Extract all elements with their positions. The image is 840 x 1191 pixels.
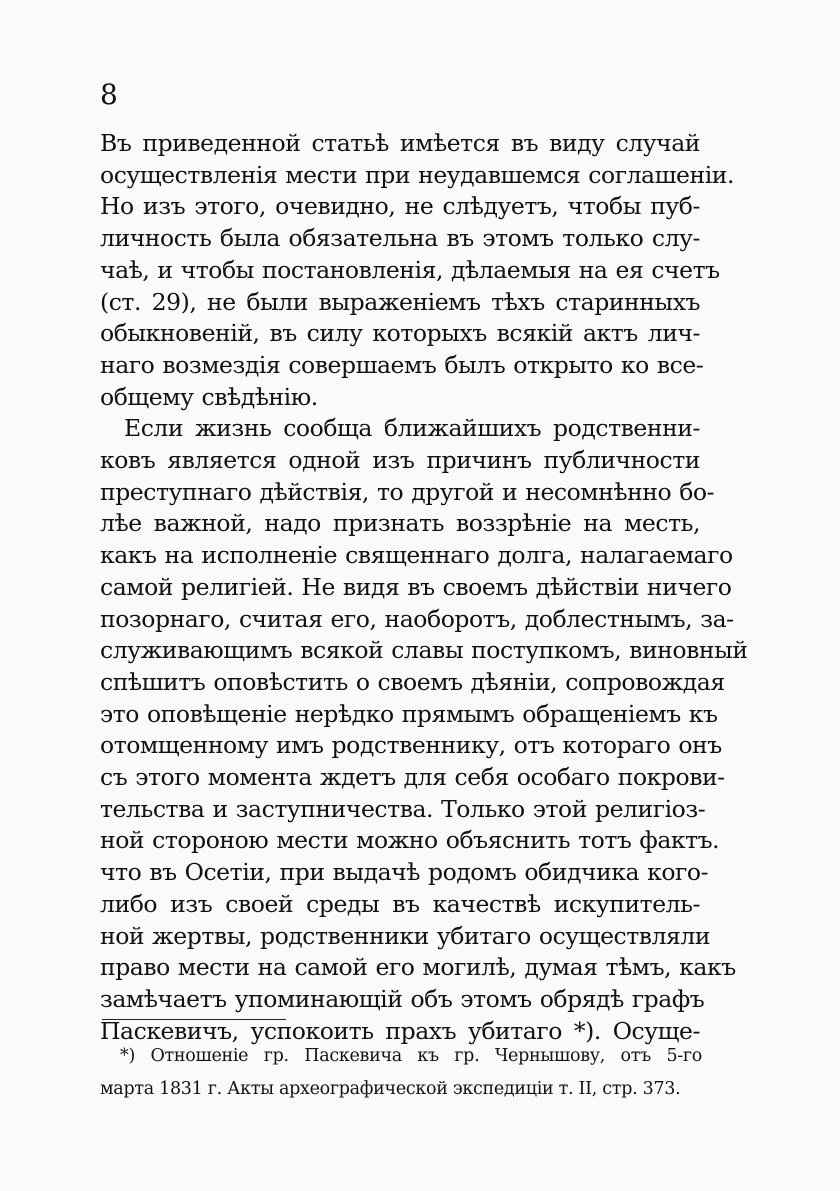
- body-line: общему свѣдѣнію.: [100, 382, 318, 411]
- body-line: либо изъ своей среды въ качествѣ искупитель-: [100, 889, 700, 918]
- body-line: осуществленія мести при неудавшемся соглашеніи.: [100, 160, 734, 189]
- body-line: ной жертвы, родственники убитаго осуществляли: [100, 921, 711, 950]
- body-line: это оповѣщеніе нерѣдко прямымъ обращеніемъ къ: [100, 699, 718, 728]
- body-line: служивающимъ всякой славы поступкомъ, виновный: [100, 636, 748, 665]
- footnote-line: *) Отношеніе гр. Паскевича къ гр. Чернышову, отъ 5-го: [120, 1046, 702, 1066]
- body-line: съ этого момента ждетъ для себя особаго покрови-: [100, 763, 725, 792]
- body-line: самой религіей. Не видя въ своемъ дѣйствіи ничего: [100, 572, 732, 601]
- body-line: Въ приведенной статьѣ имѣется въ виду случай: [100, 129, 700, 157]
- body-line: ной стороною мести можно объяснить тотъ фактъ.: [100, 826, 720, 855]
- body-line: что въ Осетіи, при выдачѣ родомъ обидчика кого-: [100, 858, 709, 887]
- body-line: личность была обязательна въ этомъ только слу-: [100, 224, 700, 253]
- body-line: отомщенному имъ родственнику, отъ котораго онъ: [100, 731, 722, 760]
- footnote: [100, 1040, 702, 1106]
- footnote-line: марта 1831 г. Акты археографической экспедиціи т. II, стр. 373.: [100, 1079, 681, 1099]
- footnote-divider: [102, 1019, 286, 1020]
- body-line: Но изъ этого, очевидно, не слѣдуетъ, чтобы пуб-: [100, 192, 700, 221]
- body-line: лѣе важной, надо признать воззрѣніе на месть,: [100, 509, 700, 538]
- body-line: обыкновеній, въ силу которыхъ всякій актъ лич-: [100, 319, 700, 348]
- body-line: замѣчаетъ упоминающій объ этомъ обрядѣ графъ: [100, 984, 705, 1013]
- body-line: преступнаго дѣйствія, то другой и несомнѣнно бо-: [100, 477, 715, 506]
- body-line: ковъ является одной изъ причинъ публичности: [100, 446, 700, 475]
- paragraph-start-line: Если жизнь сообща ближайшихъ родственни-: [124, 414, 700, 443]
- body-line: право мести на самой его могилѣ, думая тѣмъ, какъ: [100, 953, 736, 982]
- page-number: 8: [100, 78, 118, 111]
- body-line: позорнаго, считая его, наоборотъ, доблестнымъ, за-: [100, 604, 734, 633]
- body-line: тельства и заступничества. Только этой религіоз-: [100, 794, 706, 823]
- body-line: чаѣ, и чтобы постановленія, дѣлаемыя на ея счетъ: [100, 255, 720, 284]
- body-line: какъ на исполненіе священнаго долга, налагаемаго: [100, 541, 733, 570]
- body-line: наго возмездія совершаемъ былъ открыто ко все-: [100, 350, 704, 379]
- body-line: Паскевичъ, успокоить прахъ убитаго *). Осуще-: [100, 1016, 700, 1045]
- body-line: (ст. 29), не были выраженіемъ тѣхъ старинныхъ: [100, 287, 700, 316]
- body-text: [100, 128, 748, 1047]
- body-line: спѣшитъ оповѣстить о своемъ дѣяніи, сопровождая: [100, 667, 725, 696]
